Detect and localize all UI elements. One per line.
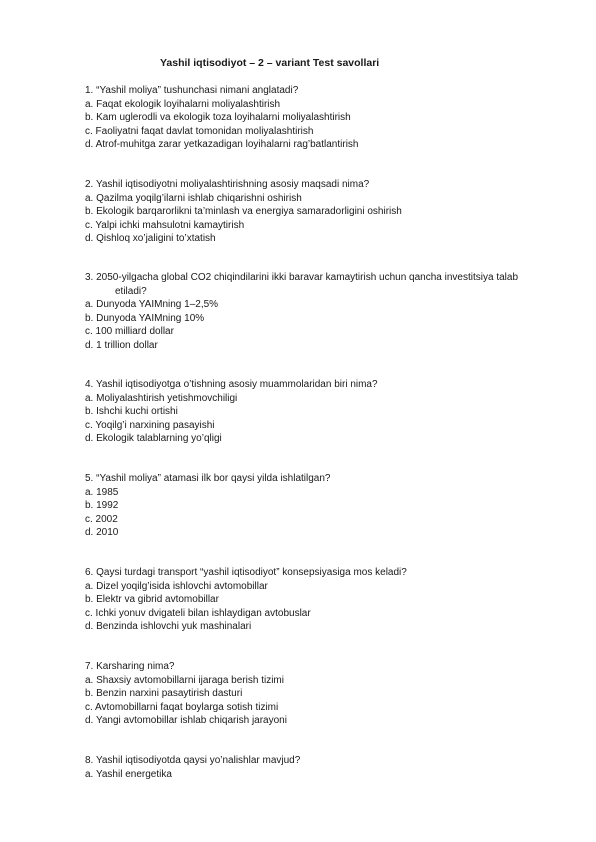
option-d: d. 1 trillion dollar	[85, 339, 158, 351]
option-a: a. Moliyalashtirish yetishmovchiligi	[85, 392, 238, 404]
question-1	[85, 84, 545, 152]
option-c: c. 2002	[85, 513, 118, 525]
option-a: a. Dunyoda YAIMning 1–2,5%	[85, 299, 219, 311]
option-d: d. Qishloq xo’jaligini to’xtatish	[85, 233, 216, 245]
option-b: b. Benzin narxini pasaytirish dasturi	[85, 688, 243, 700]
question-text: 2. Yashil iqtisodiyotni moliyalashtirishning asosiy maqsadi nima?	[85, 179, 370, 190]
question-text: 6. Qaysi turdagi transport “yashil iqtisodiyot” konsepsiyasiga mos keladi?	[85, 567, 407, 578]
option-b: b. Kam uglerodli va ekologik toza loyihalarni moliyalashtirish	[85, 112, 351, 124]
option-d: d. 2010	[85, 527, 119, 539]
question-3	[85, 271, 545, 353]
option-d: d. Ekologik talablarning yo’qligi	[85, 433, 222, 445]
question-text: 7. Karsharing nima?	[85, 661, 175, 672]
option-c: c. Faoliyatni faqat davlat tomonidan moliyalashtirish	[85, 125, 314, 137]
option-b: b. Ekologik barqarorlikni ta’minlash va energiya samaradorligini oshirish	[85, 206, 402, 218]
option-c: c. Ichki yonuv dvigateli bilan ishlaydigan avtobuslar	[85, 607, 311, 619]
option-b: b. Ishchi kuchi ortishi	[85, 406, 178, 418]
option-c: c. Yoqilg’i narxining pasayishi	[85, 419, 215, 431]
option-a: a. 1985	[85, 486, 119, 498]
option-b: b. 1992	[85, 500, 119, 512]
option-d: d. Yangi avtomobillar ishlab chiqarish jarayoni	[85, 715, 287, 727]
option-c: c. Yalpi ichki mahsulotni kamaytirish	[85, 219, 245, 231]
option-a: a. Faqat ekologik loyihalarni moliyalashtirish	[85, 98, 281, 110]
option-a: a. Dizel yoqilg’isida ishlovchi avtomobillar	[85, 580, 268, 592]
option-a: a. Shaxsiy avtomobillarni ijaraga berish tizimi	[85, 674, 284, 686]
page-title: Yashil iqtisodiyot – 2 – variant Test savollari	[160, 57, 380, 69]
question-text: 5. “Yashil moliya” atamasi ilk bor qaysi yilda ishlatilgan?	[85, 473, 331, 484]
option-c: c. 100 milliard dollar	[85, 326, 174, 338]
option-b: b. Dunyoda YAIMning 10%	[85, 312, 205, 324]
option-d: d. Atrof-muhitga zarar yetkazadigan loyihalarni rag’batlantirish	[85, 139, 359, 151]
question-8	[85, 754, 545, 781]
question-text: 8. Yashil iqtisodiyotda qaysi yo’nalishlar mavjud?	[85, 755, 301, 766]
question-6	[85, 566, 545, 634]
question-7	[85, 660, 545, 728]
option-c: c. Avtomobillarni faqat boylarga sotish tizimi	[85, 701, 279, 713]
option-a: a. Yashil energetika	[85, 768, 172, 780]
question-4	[85, 378, 545, 446]
option-d: d. Benzinda ishlovchi yuk mashinalari	[85, 621, 252, 633]
question-text: 3. 2050-yilgacha global CO2 chiqindilarini ikki baravar kamaytirish uchun qancha investitsiya talab	[85, 272, 519, 283]
option-a: a. Qazilma yoqilg’ilarni ishlab chiqarishni oshirish	[85, 192, 302, 204]
option-b: b. Elektr va gibrid avtomobillar	[85, 594, 219, 606]
question-2	[85, 178, 545, 246]
question-text: 4. Yashil iqtisodiyotga o’tishning asosiy muammolaridan biri nima?	[85, 379, 378, 390]
question-text-continued: etiladi?	[115, 285, 147, 297]
question-5	[85, 472, 545, 540]
question-text: 1. “Yashil moliya” tushunchasi nimani anglatadi?	[85, 85, 299, 96]
